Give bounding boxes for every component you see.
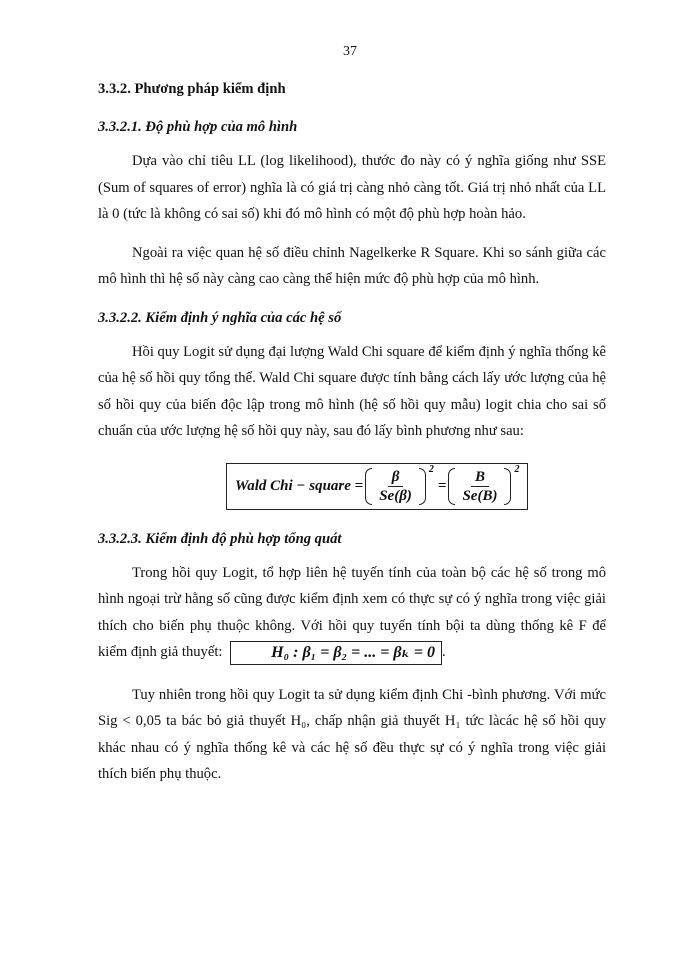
- subsection-title-2: 3.3.2.2. Kiểm định ý nghĩa của các hệ số: [98, 309, 342, 326]
- subsection-title-1: 3.3.2.1. Độ phù hợp của mô hình: [98, 119, 298, 135]
- wald-formula: [226, 463, 528, 510]
- paragraph-overall-fit-text: Trong hồi quy Logit, tổ hợp liên hệ tuyến tính của toàn bộ các hệ số trong mô hình ngoại trừ hằng số cũng được kiểm định xem có thực sự có ý nghĩa trong việc giải thích cho biến phụ thuộc không. Với hồi quy tuyến tính bội ta dùng thống kê F để kiểm định giả thuyết:: [98, 564, 606, 660]
- page-number: 37: [343, 44, 357, 59]
- formula-equals: =: [437, 478, 447, 494]
- h0-formula: H₀ : β₁ = β₂ = ... = βₖ = 0: [230, 641, 442, 665]
- formula-fraction-2: [454, 468, 505, 505]
- document-body: [98, 78, 606, 800]
- formula-den-1: Se(β): [379, 487, 412, 504]
- formula-paren-2: [450, 468, 509, 505]
- paragraph-overall-fit: [98, 560, 606, 666]
- paragraph-chi-square: Tuy nhiên trong hồi quy Logit ta sử dụng kiểm định Chi -bình phương. Với mức Sig < 0,05 ta bác bỏ giả thuyết H₀, chấp nhận giả thuyết H₁ tức làcác hệ số hồi quy khác nhau có ý nghĩa thống kê và các hệ số đều thực sự có ý nghĩa trong việc giải thích biến phụ thuộc.: [98, 686, 606, 782]
- formula-power-2: 2: [514, 464, 520, 475]
- formula-den-2: Se(B): [462, 487, 498, 504]
- formula-num-2: B: [471, 468, 489, 487]
- paragraph-overall-fit-end: .: [442, 644, 446, 660]
- subsection-title-3: 3.3.2.3. Kiểm định độ phù hợp tổng quát: [98, 530, 342, 547]
- formula-paren-1: [367, 468, 424, 505]
- paragraph-wald: Hồi quy Logit sử dụng đại lượng Wald Chi square để kiểm định ý nghĩa thống kê của hệ số hồi quy tổng thể. Wald Chi square được tính bằng cách lấy ước lượng của hệ số hồi quy của biến độc lập trong mô hình (hệ số hồi quy mẫu) logit chia cho sai số chuẩn của ước lượng hệ số hồi quy này, sau đó lấy bình phương như sau:: [98, 343, 606, 439]
- formula-fraction-1: [371, 468, 420, 505]
- formula-power-1: 2: [428, 464, 434, 475]
- paragraph-ll: Dựa vào chỉ tiêu LL (log likelihood), thước đo này có ý nghĩa giống như SSE (Sum of squares of error) nghĩa là có giá trị càng nhỏ càng tốt. Giá trị nhỏ nhất của LL là 0 (tức là không có sai số) khi đó mô hình có một độ phù hợp hoàn hảo.: [98, 153, 606, 222]
- paragraph-nagelkerke: Ngoài ra việc quan hệ số điều chỉnh Nagelkerke R Square. Khi so sánh giữa các mô hình thì hệ số này càng cao càng thể hiện mức độ phù hợp của mô hình.: [98, 244, 606, 287]
- formula-num-1: β: [388, 468, 404, 487]
- section-title: 3.3.2. Phương pháp kiểm định: [98, 81, 286, 97]
- formula-lhs: Wald Chi − square =: [235, 478, 364, 494]
